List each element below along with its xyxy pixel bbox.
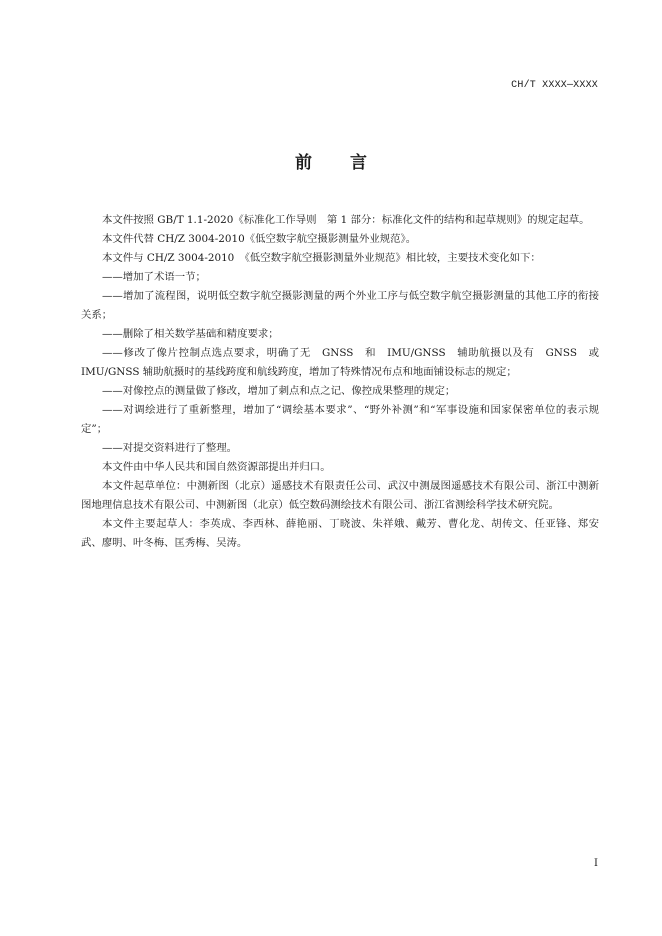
change-item: ——增加了术语一节； xyxy=(102,271,206,283)
page-number: I xyxy=(594,858,598,869)
paragraph-proposer: 本文件由中华人民共和国自然资源部提出并归口。 xyxy=(102,461,331,473)
change-item: ——对调绘进行了重新整理，增加了“调绘基本要求”、“野外补测”和“军事设施和国家保密单位的表示规定”； xyxy=(81,404,599,435)
paragraph-drafters: 本文件主要起草人：李英成、李西林、薛艳丽、丁晓波、朱祥娥、戴芳、曹化龙、胡传文、任亚锋、郑安武、廖明、叶冬梅、匡秀梅、吴涛。 xyxy=(81,518,599,549)
paragraph-replaces: 本文件代替 CH/Z 3004-2010《低空数字航空摄影测量外业规范》。 xyxy=(102,233,417,245)
document-code: CH/T XXXX—XXXX xyxy=(511,80,598,91)
change-item: ——对像控点的测量做了修改，增加了刺点和点之记、像控成果整理的规定； xyxy=(102,385,456,397)
foreword-body xyxy=(81,211,599,553)
title-char-1: 前 xyxy=(295,153,312,173)
change-item: ——修改了像片控制点选点要求，明确了无 GNSS 和 IMU/GNSS 辅助航摄以及有 GNSS 或 IMU/GNSS 辅助航摄时的基线跨度和航线跨度，增加了特殊情况布点和地面铺设标志的规定； xyxy=(81,347,599,378)
paragraph-changes-intro: 本文件与 CH/Z 3004-2010 《低空数字航空摄影测量外业规范》相比较，主要技术变化如下： xyxy=(102,252,541,264)
change-item: ——删除了相关数学基础和精度要求； xyxy=(102,328,279,340)
page-title xyxy=(0,148,662,173)
change-item: ——对提交资料进行了整理。 xyxy=(102,442,238,454)
title-char-2: 言 xyxy=(350,153,367,173)
paragraph-drafting-units: 本文件起草单位：中测新图（北京）遥感技术有限责任公司、武汉中测晟图遥感技术有限公司、浙江中测新图地理信息技术有限公司、中测新图（北京）低空数码测绘技术有限公司、浙江省测绘科学技术研究院。 xyxy=(81,480,599,511)
change-item: ——增加了流程图，说明低空数字航空摄影测量的两个外业工序与低空数字航空摄影测量的其他工序的衔接关系； xyxy=(81,290,599,321)
paragraph-standard-basis: 本文件按照 GB/T 1.1-2020《标准化工作导则 第 1 部分：标准化文件的结构和起草规则》的规定起草。 xyxy=(102,214,590,226)
